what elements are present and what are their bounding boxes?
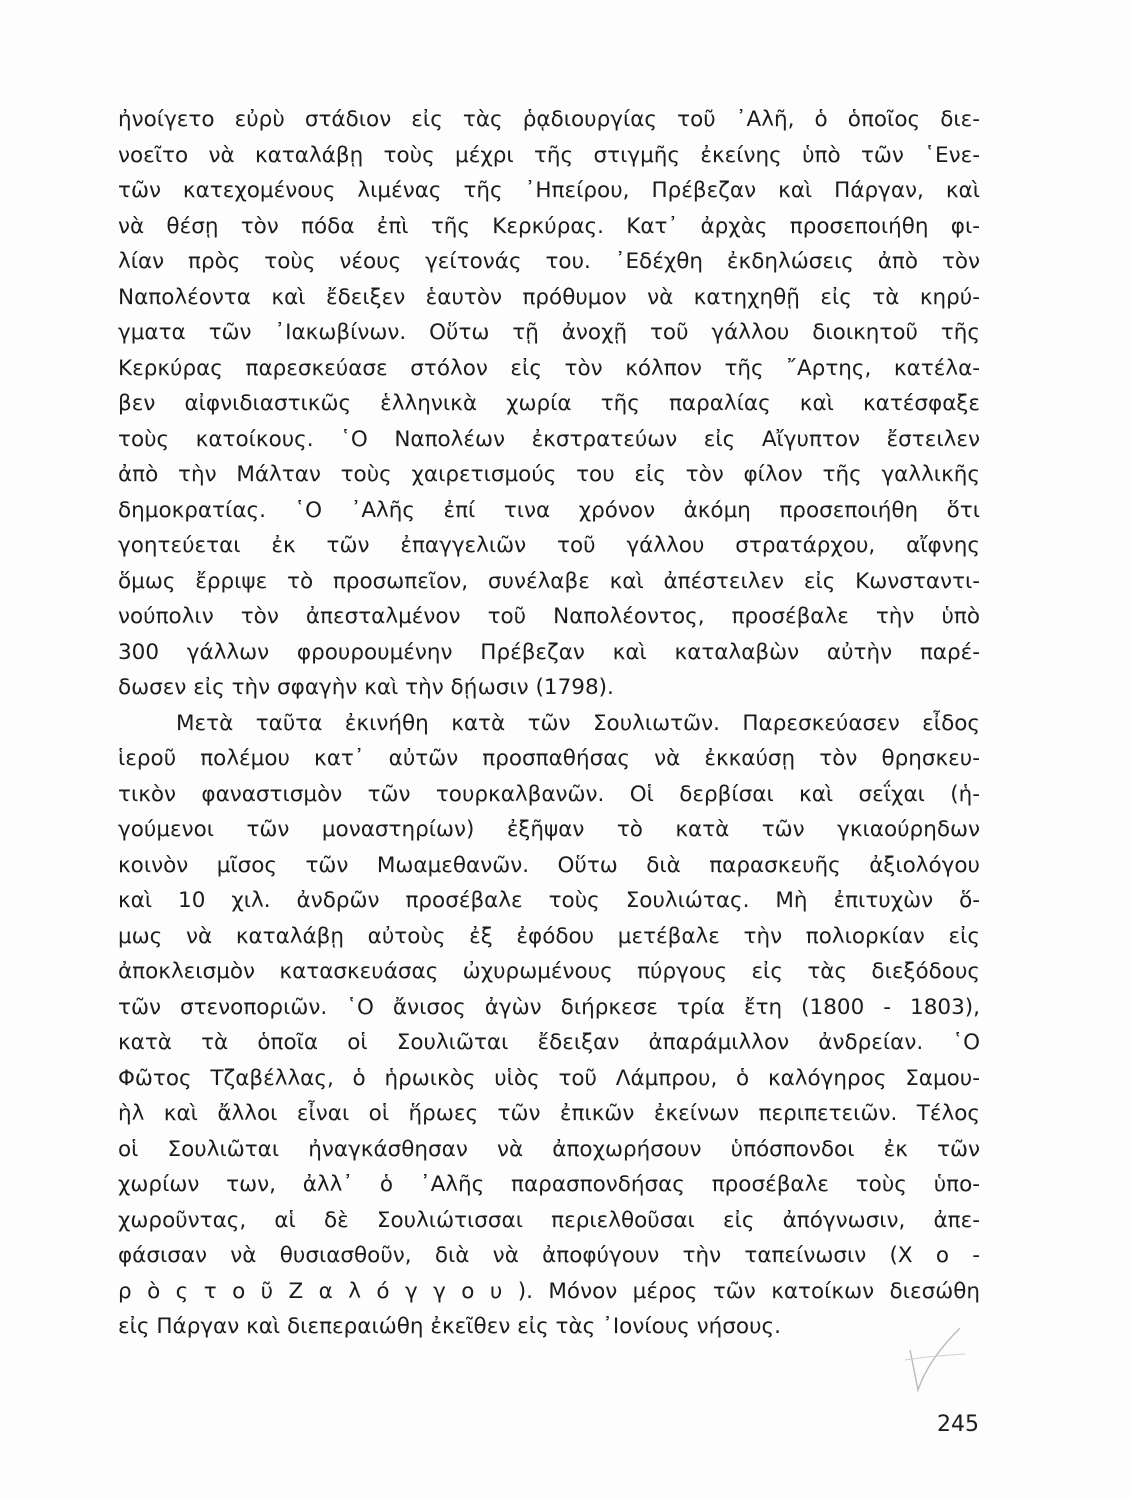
body-text — [118, 102, 980, 1345]
text-line: χωρίων των, ἀλλ᾿ ὁ ᾿Αλῆς παρασπονδήσας προσέβαλε τοὺς ὑπο- — [118, 1172, 980, 1197]
text-line: ἀποκλεισμὸν κατασκευάσας ὠχυρωμένους πύργους εἰς τὰς διεξόδους — [118, 959, 980, 984]
text-line: κοινὸν μῖσος τῶν Μωαμεθανῶν. Οὕτω διὰ παρασκευῆς ἀξιολόγου — [118, 852, 980, 878]
text-line: τικὸν φαναστισμὸν τῶν τουρκαλβανῶν. Οἱ δερβίσαι καὶ σεΐχαι (ἡ- — [118, 781, 980, 807]
text-line: βεν αἰφνιδιαστικῶς ἑλληνικὰ χωρία τῆς παραλίας καὶ κατέσφαξε — [118, 391, 980, 416]
text-line: νοεῖτο νὰ καταλάβῃ τοὺς μέχρι τῆς στιγμῆς ἐκείνης ὑπὸ τῶν ῾Ενε- — [118, 142, 980, 168]
text-line: τοὺς κατοίκους. ῾Ο Ναπολέων ἐκστρατεύων εἰς Αἴγυπτον ἔστειλεν — [118, 426, 980, 452]
text-line: κατὰ τὰ ὁποῖα οἱ Σουλιῶται ἔδειξαν ἀπαράμιλλον ἀνδρείαν. ῾Ο — [118, 1030, 980, 1055]
text-line: δωσεν εἰς τὴν σφαγὴν καὶ τὴν δῄωσιν (1798). — [118, 675, 614, 700]
text-line: ρ ὸ ς τ ο ῦ Ζ α λ ό γ γ ο υ ). Μόνον μέρος τῶν κατοίκων διεσώθη — [118, 1278, 980, 1304]
pencil-mark-icon — [900, 1320, 970, 1400]
text-line: φάσισαν νὰ θυσιασθοῦν, διὰ νὰ ἀποφύγουν τὴν ταπείνωσιν (Χ ο - — [118, 1243, 980, 1268]
text-line: δημοκρατίας. ῾Ο ᾿Αλῆς ἐπί τινα χρόνον ἀκόμη προσεποιήθη ὅτι — [118, 497, 980, 523]
text-line: Ναπολέοντα καὶ ἔδειξεν ἑαυτὸν πρόθυμον νὰ κατηχηθῇ εἰς τὰ κηρύ- — [118, 284, 980, 310]
text-line: οἱ Σουλιῶται ἠναγκάσθησαν νὰ ἀποχωρήσουν ὑπόσπονδοι ἐκ τῶν — [118, 1136, 980, 1162]
text-line: Κερκύρας παρεσκεύασε στόλον εἰς τὸν κόλπον τῆς ῎Αρτης, κατέλα- — [118, 355, 980, 381]
text-line: νούπολιν τὸν ἀπεσταλμένον τοῦ Ναπολέοντος, προσέβαλε τὴν ὑπὸ — [118, 604, 980, 629]
text-line: ἀπὸ τὴν Μάλταν τοὺς χαιρετισμούς του εἰς τὸν φίλον τῆς γαλλικῆς — [118, 462, 980, 487]
text-line: γούμενοι τῶν μοναστηρίων) ἐξῆψαν τὸ κατὰ τῶν γκιαούρηδων — [118, 817, 980, 842]
text-line: Φῶτος Τζαβέλλας, ὁ ἡρωικὸς υἱὸς τοῦ Λάμπρου, ὁ καλόγηρος Σαμου- — [118, 1065, 980, 1091]
text-line: καὶ 10 χιλ. ἀνδρῶν προσέβαλε τοὺς Σουλιώτας. Μὴ ἐπιτυχὼν ὅ- — [118, 888, 980, 913]
text-line: ὴλ καὶ ἄλλοι εἶναι οἱ ἥρωες τῶν ἐπικῶν ἐκείνων περιπετειῶν. Τέλος — [118, 1101, 980, 1126]
text-line: λίαν πρὸς τοὺς νέους γείτονάς του. ᾿Εδέχθη ἐκδηλώσεις ἀπὸ τὸν — [118, 249, 980, 274]
text-line: γματα τῶν ᾿Ιακωβίνων. Οὕτω τῇ ἀνοχῇ τοῦ γάλλου διοικητοῦ τῆς — [118, 320, 980, 345]
text-line: Μετὰ ταῦτα ἐκινήθη κατὰ τῶν Σουλιωτῶν. Παρεσκεύασεν εἶδος — [176, 710, 980, 736]
text-line: νὰ θέσῃ τὸν πόδα ἐπὶ τῆς Κερκύρας. Κατ᾿ ἀρχὰς προσεποιήθη φι- — [118, 213, 980, 239]
text-line: χωροῦντας, αἱ δὲ Σουλιώτισσαι περιελθοῦσαι εἰς ἀπόγνωσιν, ἀπε- — [118, 1207, 980, 1233]
text-line: γοητεύεται ἐκ τῶν ἐπαγγελιῶν τοῦ γάλλου στρατάρχου, αἴφνης — [118, 533, 980, 558]
text-line: εἰς Πάργαν καὶ διεπεραιώθη ἐκεῖθεν εἰς τὰς ᾿Ιονίους νήσους. — [118, 1314, 781, 1339]
text-line: τῶν κατεχομένους λιμένας τῆς ᾿Ηπείρου, Πρέβεζαν καὶ Πάργαν, καὶ — [118, 178, 980, 203]
text-line: τῶν στενοποριῶν. ῾Ο ἄνισος ἀγὼν διήρκεσε τρία ἔτη (1800 - 1803), — [118, 994, 980, 1020]
text-line: ἠνοίγετο εὐρὺ στάδιον εἰς τὰς ῥᾳδιουργίας τοῦ ᾿Αλῆ, ὁ ὁποῖος διε- — [118, 107, 980, 132]
text-line: ἱεροῦ πολέμου κατ᾿ αὐτῶν προσπαθήσας νὰ ἐκκαύσῃ τὸν θρησκευ- — [118, 746, 980, 771]
text-line: ὅμως ἔρριψε τὸ προσωπεῖον, συνέλαβε καὶ ἀπέστειλεν εἰς Κωνσταντι- — [118, 568, 980, 594]
text-line: 300 γάλλων φρουρουμένην Πρέβεζαν καὶ καταλαβὼν αὐτὴν παρέ- — [118, 639, 980, 665]
text-line: μως νὰ καταλάβῃ αὐτοὺς ἐξ ἐφόδου μετέβαλε τὴν πολιορκίαν εἰς — [118, 923, 980, 949]
page-number: 245 — [937, 1412, 979, 1437]
